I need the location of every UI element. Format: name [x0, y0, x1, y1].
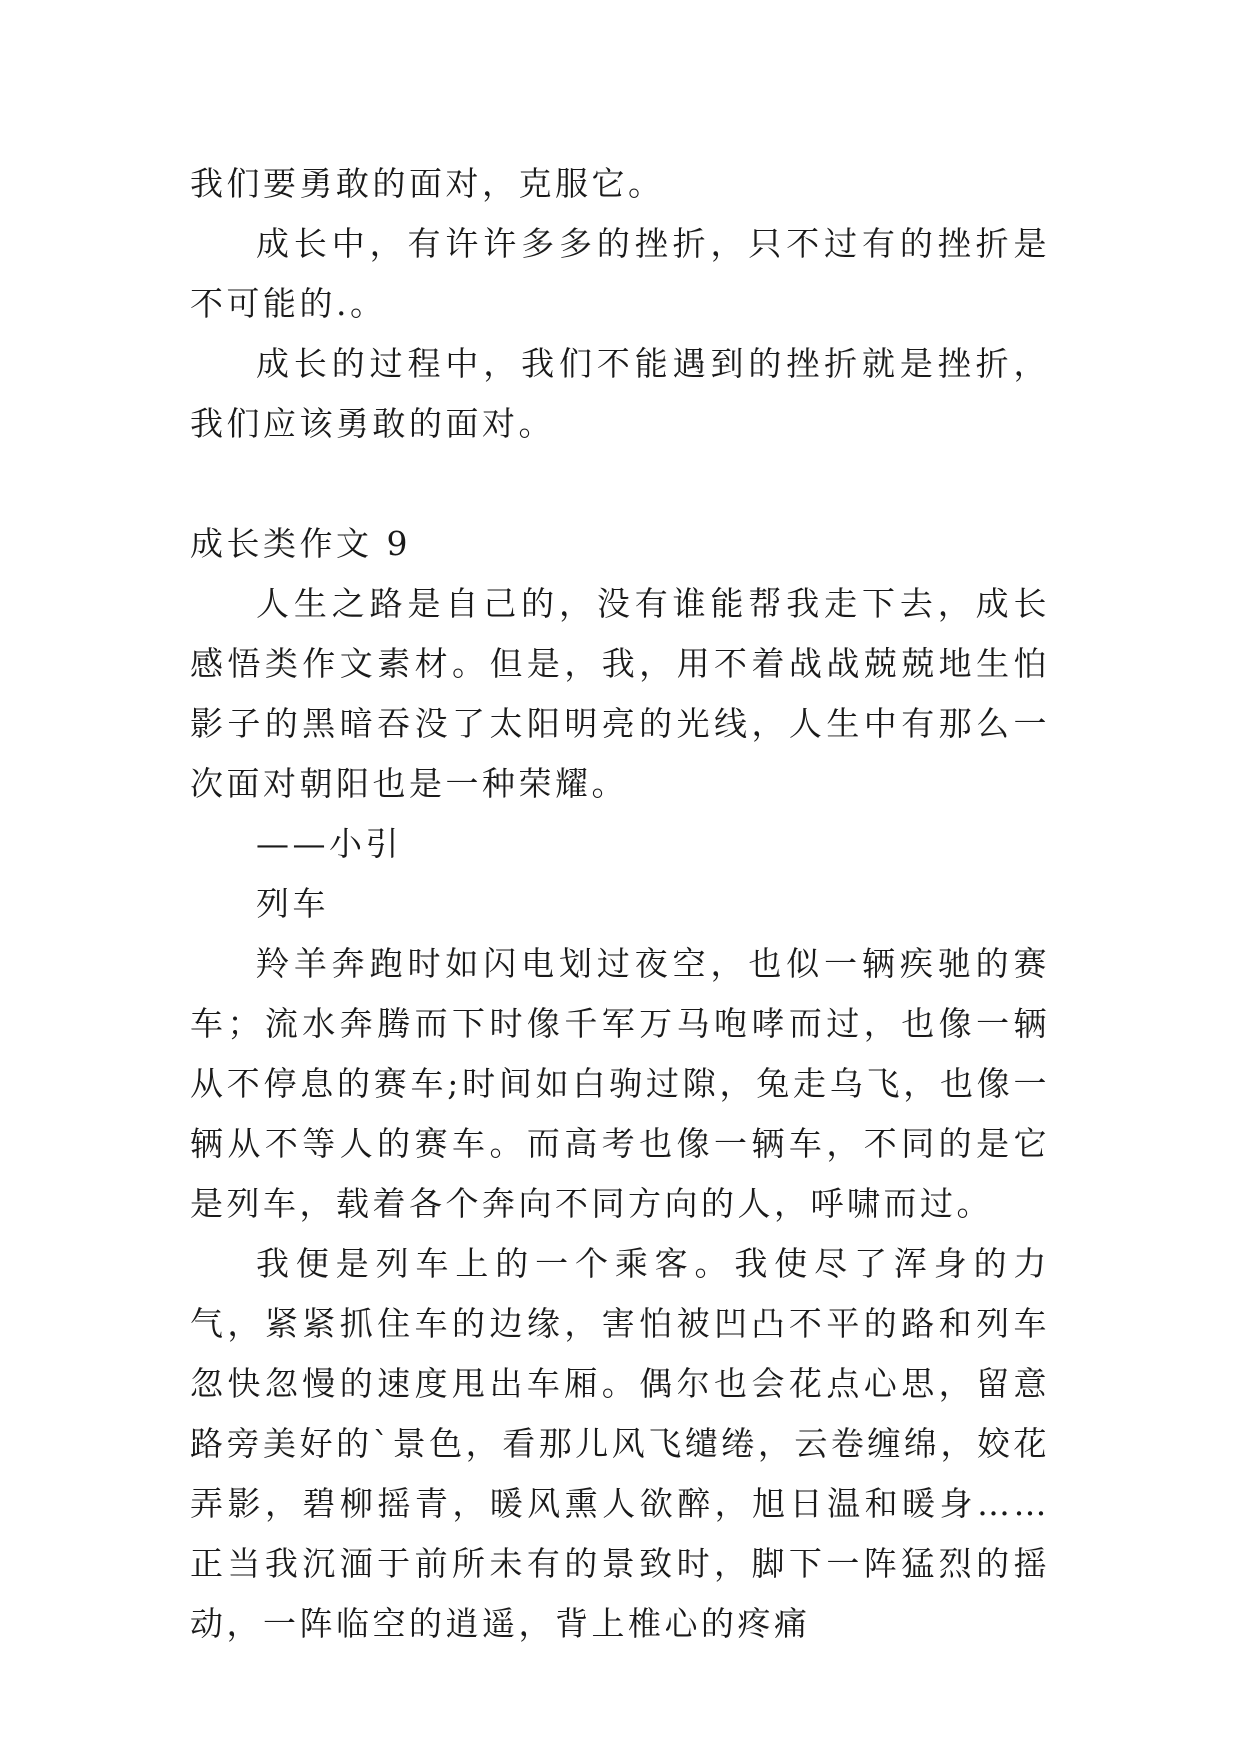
paragraph: 羚羊奔跑时如闪电划过夜空，也似一辆疾驰的赛车；流水奔腾而下时像千军万马咆哮而过，也像一辆从不停息的赛车;时间如白驹过隙，兔走乌飞，也像一辆从不等人的赛车。而高考也像一辆车，不同的是它是列车，载着各个奔向不同方向的人，呼啸而过。	[190, 944, 1050, 1223]
essay-title: 成长类作文 9	[190, 524, 411, 563]
section-heading: 列车	[256, 884, 329, 923]
paragraph: 我们要勇敢的面对，克服它。	[190, 164, 665, 203]
document-body	[190, 154, 1050, 1654]
paragraph: 人生之路是自己的，没有谁能帮我走下去，成长感悟类作文素材。但是，我，用不着战战兢兢地生怕影子的黑暗吞没了太阳明亮的光线，人生中有那么一次面对朝阳也是一种荣耀。	[190, 584, 1050, 803]
paragraph: 我便是列车上的一个乘客。我使尽了浑身的力气，紧紧抓住车的边缘，害怕被凹凸不平的路和列车忽快忽慢的速度甩出车厢。偶尔也会花点心思，留意路旁美好的`景色，看那儿风飞缱绻，云卷缠绵，姣花弄影，碧柳摇青，暖风熏人欲醉，旭日温和暖身……正当我沉湎于前所未有的景致时，脚下一阵猛烈的摇动，一阵临空的逍遥，背上椎心的疼痛	[190, 1244, 1050, 1643]
paragraph: 成长的过程中，我们不能遇到的挫折就是挫折，我们应该勇敢的面对。	[190, 344, 1050, 443]
paragraph-attribution: ——小引	[256, 824, 402, 863]
paragraph: 成长中，有许许多多的挫折，只不过有的挫折是不可能的.。	[190, 224, 1050, 323]
